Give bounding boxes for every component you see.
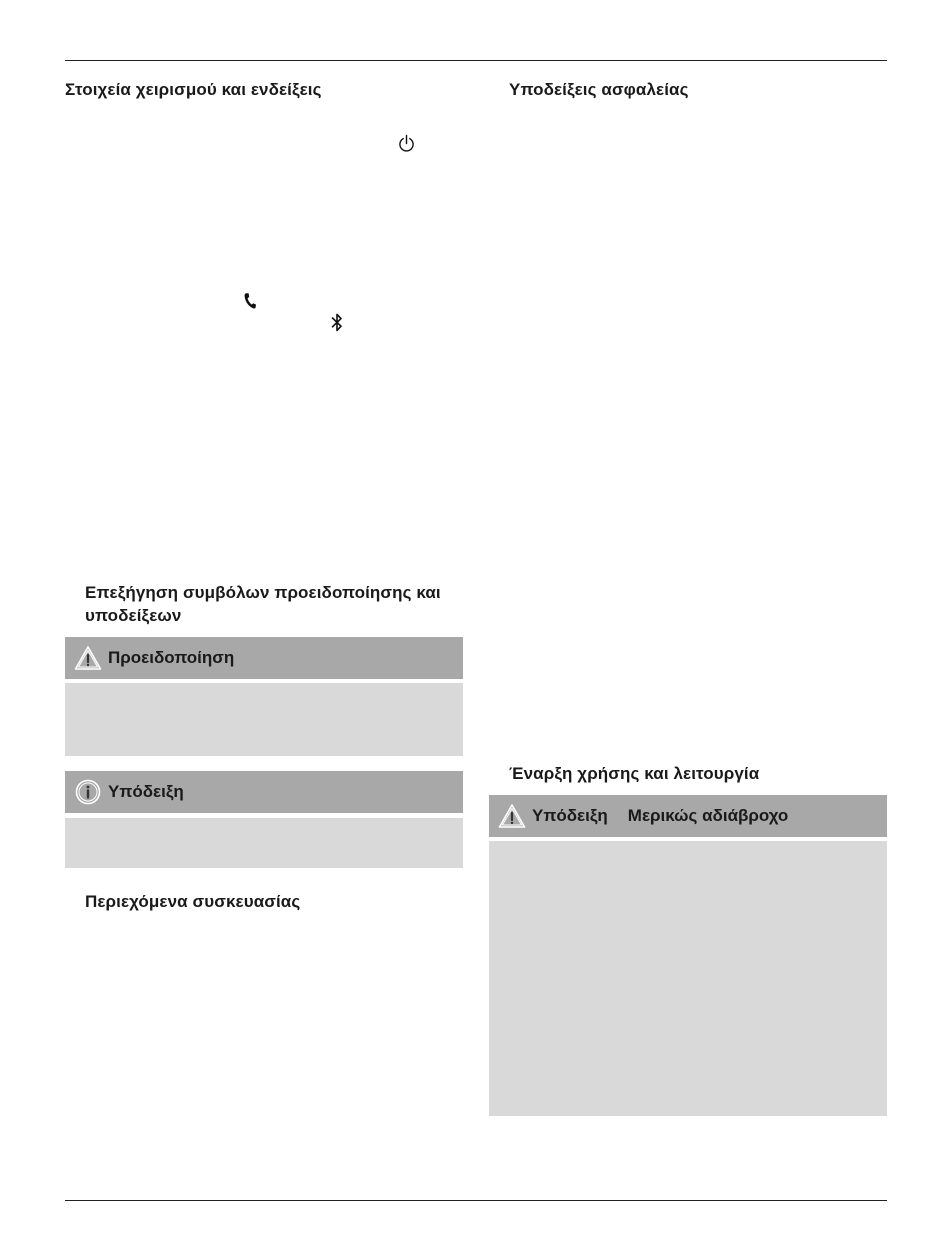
note-box-body [65,818,463,868]
phone-icon [243,292,257,315]
operation-heading: Έναρξη χρήσης και λειτουργία [509,764,760,783]
warning-box-title: Προειδοποίηση [108,648,235,667]
waterproof-box-header [489,795,887,837]
waterproof-box-subtitle: Μερικώς αδιάβροχο [627,806,789,825]
waterproof-box-body [489,841,887,1116]
power-icon [397,134,416,159]
warning-box-body [65,683,463,756]
bluetooth-icon [330,312,344,338]
waterproof-box-title: Υπόδειξη [532,806,608,825]
info-circle-icon [74,778,102,806]
top-rule [65,60,887,61]
controls-heading: Στοιχεία χειρισμού και ενδείξεις [65,80,322,99]
bottom-rule [65,1200,887,1201]
warning-triangle-icon [498,802,526,830]
warning-box-header [65,637,463,679]
safety-heading: Υποδείξεις ασφαλείας [509,80,689,99]
symbols-heading: Επεξήγηση συμβόλων προειδοποίησης και υποδείξεων [85,583,441,625]
note-box-title: Υπόδειξη [108,782,184,801]
warning-triangle-icon [74,644,102,672]
package-contents-heading: Περιεχόμενα συσκευασίας [85,892,301,911]
note-box-header [65,771,463,813]
